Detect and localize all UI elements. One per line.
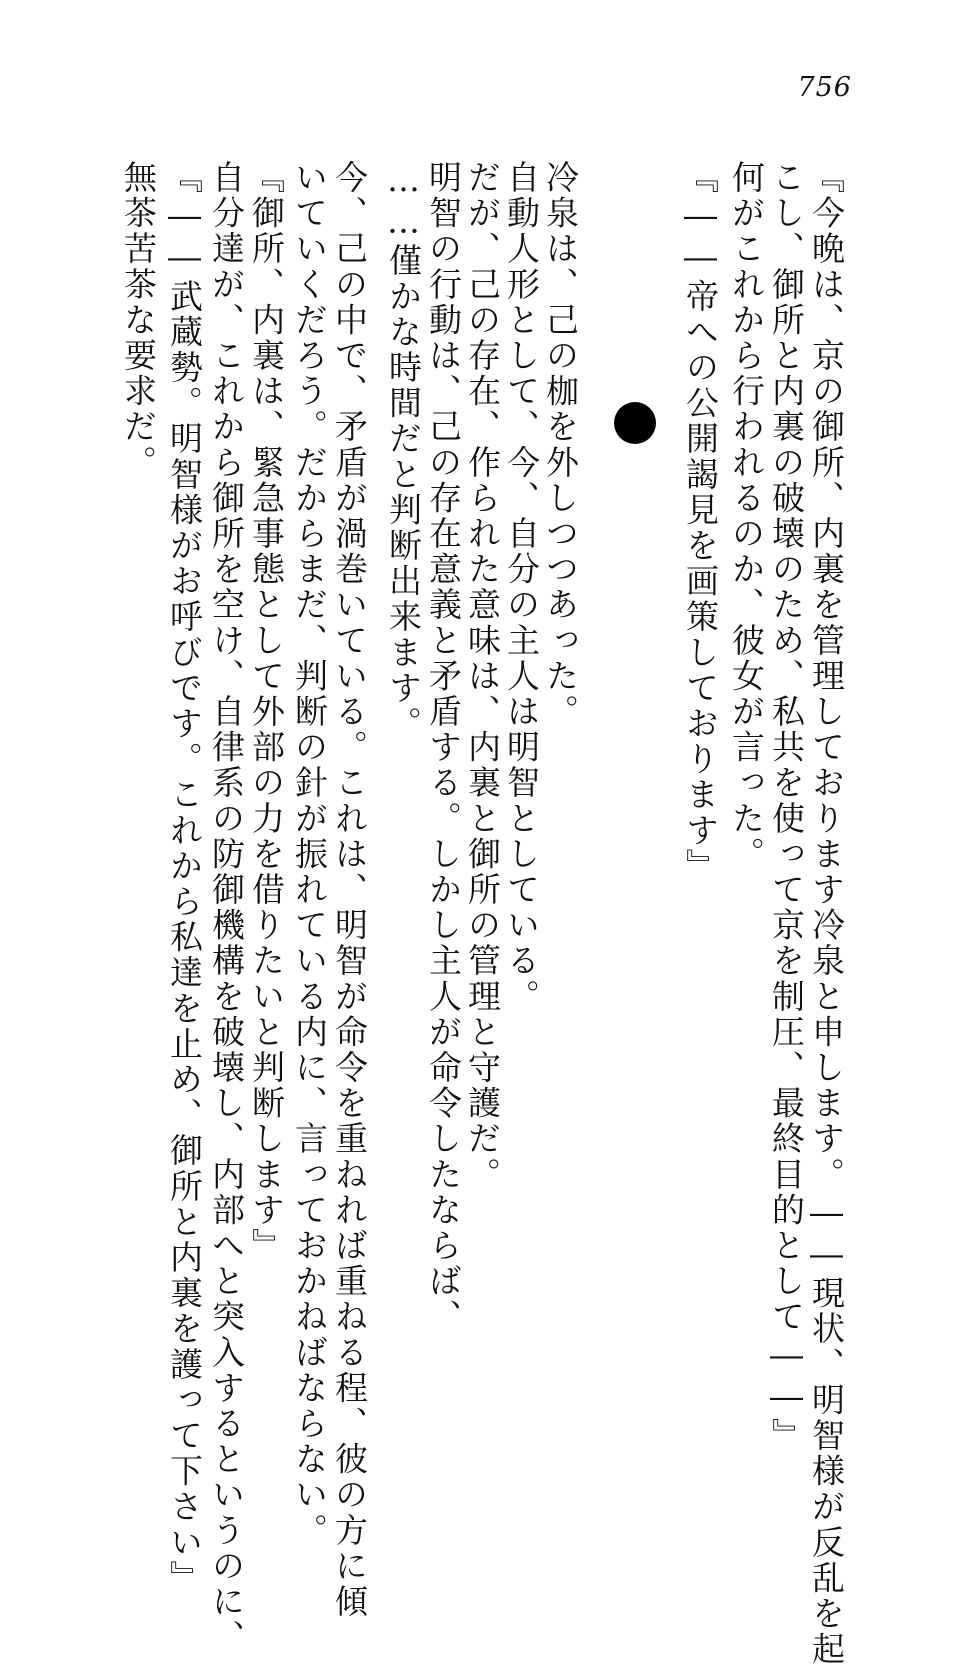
text-column: だが、己の存在、作られた意味は、内裏と御所の管理と守護だ。	[463, 160, 502, 1193]
text-column: 『御所、内裏は、緊急事態として外部の力を借りたいと判断します』	[247, 160, 286, 1264]
text-column: 今、己の中で、矛盾が渦巻いている。これは、明智が命令を重ねれば重ねる程、彼の方に傾	[330, 160, 369, 1620]
scene-break-dot	[614, 402, 656, 444]
text-column: 『――帝への公開謁見を画策しております』	[681, 160, 720, 884]
text-column: 冷泉は、己の枷を外しつつあった。	[541, 160, 580, 730]
text-column: ……僅かな時間だと判断出来ます。	[384, 160, 423, 742]
text-column: 明智の行動は、己の存在意義と矛盾する。しかし主人が命令したならば、	[424, 160, 463, 1335]
text-column: 無茶苦茶な要求だ。	[119, 160, 158, 481]
text-column: 自動人形として、今、自分の主人は明智としている。	[502, 160, 541, 1015]
text-column: こし、御所と内裏の破壊のため、私共を使って京を制圧、最終目的として――』	[767, 160, 806, 1454]
page-number: 756	[797, 72, 852, 103]
text-column: 『今晩は、京の御所、内裏を管理しております冷泉と申します。――現状、明智様が反乱を起	[807, 160, 846, 1667]
text-column: いていくだろう。だからまだ、判断の針が振れている内に、言っておかねばならない。	[290, 160, 329, 1549]
text-column: 何がこれから行われるのか、彼女が言った。	[727, 160, 766, 872]
text-column: 『――武蔵勢。明智様がお呼びです。これから私達を止め、御所と内裏を護って下さい』	[165, 160, 204, 1596]
text-column: 自分達が、これから御所を空け、自律系の防御機構を破壊し、内部へと突入するというのに、	[207, 160, 246, 1656]
